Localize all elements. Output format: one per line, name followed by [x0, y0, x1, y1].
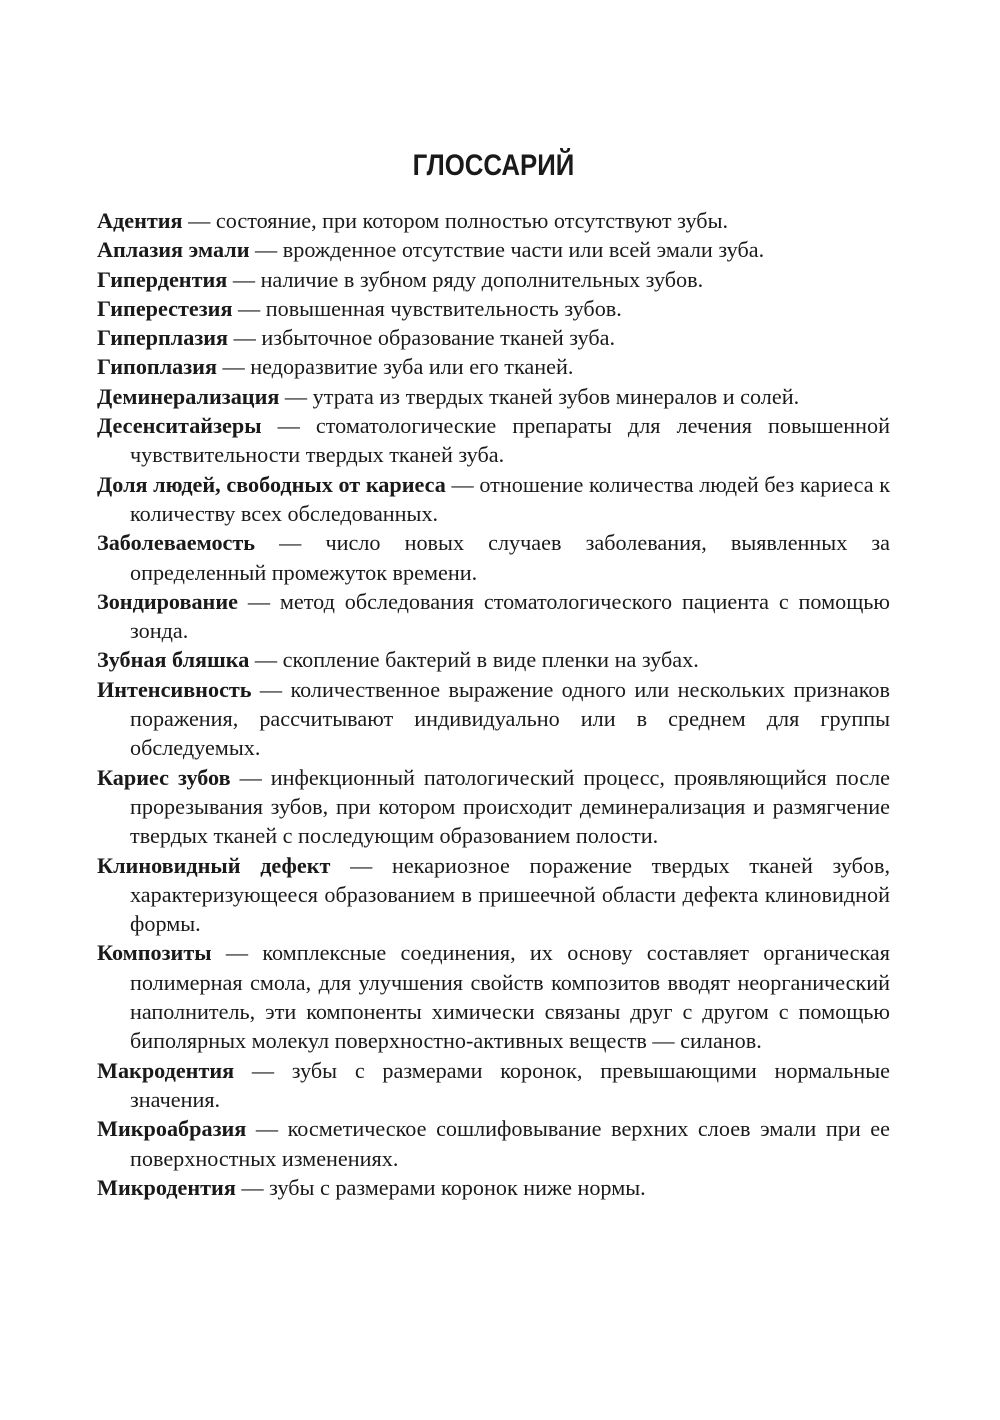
glossary-term: Интенсивность — [97, 676, 252, 702]
glossary-entry: Микродентия — зубы с размерами коронок ниже нормы. — [97, 1174, 646, 1200]
glossary-entry: Доля людей, свободных от кариеса — отношение количества людей без кариеса к количеству всех обследованных. — [97, 471, 891, 526]
glossary-page — [97, 148, 890, 1202]
glossary-term: Гиперплазия — [97, 325, 229, 351]
glossary-definition: наличие в зубном ряду дополнительных зубов. — [260, 266, 704, 292]
glossary-term: Зубная бляшка — [97, 647, 250, 673]
glossary-entry: Клиновидный дефект — некариозное поражение твердых тканей зубов, характеризующееся образованием в пришеечной области дефекта клиновидной формы. — [97, 852, 891, 937]
glossary-entry: Деминерализация — утрата из твердых тканей зубов минералов и солей. — [97, 383, 800, 409]
glossary-list — [97, 206, 890, 1202]
glossary-definition: зубы с размерами коронок, превышающими нормальные значения. — [130, 1057, 890, 1112]
glossary-entry: Микроабразия — косметическое сошлифовывание верхних слоев эмали при ее поверхностных изменениях. — [97, 1116, 890, 1171]
glossary-term: Гипоплазия — [97, 354, 217, 380]
glossary-entry: Гипердентия — наличие в зубном ряду дополнительных зубов. — [97, 266, 704, 292]
glossary-term: Аплазия эмали — [97, 237, 250, 263]
glossary-definition: недоразвитие зуба или его тканей. — [250, 354, 574, 380]
glossary-definition: врожденное отсутствие части или всей эмали зуба. — [282, 237, 765, 263]
glossary-entry: Гипоплазия — недоразвитие зуба или его тканей. — [97, 354, 574, 380]
glossary-entry: Десенситайзеры — стоматологические препараты для лечения повышенной чувствительности твердых тканей зуба. — [97, 413, 890, 468]
glossary-term: Гипердентия — [97, 266, 228, 292]
glossary-definition: комплексные соединения, их основу составляет органическая полимерная смола, для улучшения свойств композитов вводят неорганический наполнитель, эти компоненты химически связаны друг с другом с помощью биполярных молекул поверхностно-активных веществ — силанов. — [130, 940, 890, 1054]
glossary-entry: Зубная бляшка — скопление бактерий в виде пленки на зубах. — [97, 647, 699, 673]
glossary-definition: количественное выражение одного или нескольких признаков поражения, рассчитывают индивидуально или в среднем для группы обследуемых. — [130, 676, 890, 761]
glossary-term: Заболеваемость — [97, 530, 256, 556]
glossary-term: Клиновидный дефект — [97, 852, 331, 878]
glossary-definition: косметическое сошлифовывание верхних слоев эмали при ее поверхностных изменениях. — [130, 1116, 890, 1171]
glossary-term: Микроабразия — [97, 1116, 247, 1142]
glossary-definition: скопление бактерий в виде пленки на зубах. — [282, 647, 699, 673]
glossary-entry: Гиперплазия — избыточное образование тканей зуба. — [97, 325, 616, 351]
glossary-entry: Заболеваемость — число новых случаев заболевания, выявленных за определенный промежуток времени. — [97, 530, 891, 585]
glossary-term: Зондирование — [97, 588, 238, 614]
glossary-term: Десенситайзеры — [97, 413, 262, 439]
glossary-definition: состояние, при котором полностью отсутствуют зубы. — [215, 208, 729, 233]
glossary-definition: инфекционный патологический процесс, проявляющийся после прорезывания зубов, при котором происходит деминерализация и размягчение твердых тканей с последующим образованием полости. — [130, 764, 891, 849]
glossary-entry: Аплазия эмали — врожденное отсутствие части или всей эмали зуба. — [97, 237, 765, 263]
glossary-definition: повышенная чувствительность зубов. — [265, 295, 622, 321]
glossary-term: Адентия — [97, 208, 183, 233]
glossary-definition: число новых случаев заболевания, выявленных за определенный промежуток времени. — [130, 530, 891, 585]
glossary-entry: Адентия — состояние, при котором полностью отсутствуют зубы. — [97, 208, 729, 233]
glossary-term: Доля людей, свободных от кариеса — [97, 471, 446, 497]
glossary-term: Кариес зубов — [97, 764, 231, 790]
glossary-definition: отношение количества людей без кариеса к количеству всех обследованных. — [130, 471, 891, 526]
glossary-term: Макродентия — [97, 1057, 235, 1083]
glossary-definition: зубы с размерами коронок ниже нормы. — [269, 1174, 646, 1200]
glossary-term: Гиперестезия — [97, 295, 233, 321]
page-title: ГЛОССАРИЙ — [412, 149, 575, 182]
glossary-entry: Композиты — комплексные соединения, их основу составляет органическая полимерная смола, для улучшения свойств композитов вводят неорганический наполнитель, эти компоненты химически связаны друг с другом с помощью биполярных молекул поверхностно-активных веществ — силанов. — [97, 940, 890, 1054]
glossary-entry: Гиперестезия — повышенная чувствительность зубов. — [97, 295, 622, 321]
glossary-entry: Макродентия — зубы с размерами коронок, превышающими нормальные значения. — [97, 1057, 890, 1112]
glossary-entry: Интенсивность — количественное выражение одного или нескольких признаков поражения, рассчитывают индивидуально или в среднем для группы обследуемых. — [97, 676, 890, 761]
glossary-entry: Кариес зубов — инфекционный патологический процесс, проявляющийся после прорезывания зубов, при котором происходит деминерализация и размягчение твердых тканей с последующим образованием полости. — [97, 764, 891, 849]
glossary-definition: стоматологические препараты для лечения повышенной чувствительности твердых тканей зуба. — [130, 413, 890, 468]
glossary-term: Микродентия — [97, 1174, 236, 1200]
glossary-term: Композиты — [97, 940, 212, 966]
glossary-entry: Зондирование — метод обследования стоматологического пациента с помощью зонда. — [97, 588, 891, 644]
glossary-definition: утрата из твердых тканей зубов минералов и солей. — [312, 383, 800, 409]
glossary-term: Деминерализация — [97, 383, 280, 409]
glossary-definition: некариозное поражение твердых тканей зубов, характеризующееся образованием в пришеечной области дефекта клиновидной формы. — [130, 852, 891, 937]
glossary-definition: метод обследования стоматологического пациента с помощью зонда. — [130, 588, 891, 644]
glossary-definition: избыточное образование тканей зуба. — [261, 325, 616, 351]
